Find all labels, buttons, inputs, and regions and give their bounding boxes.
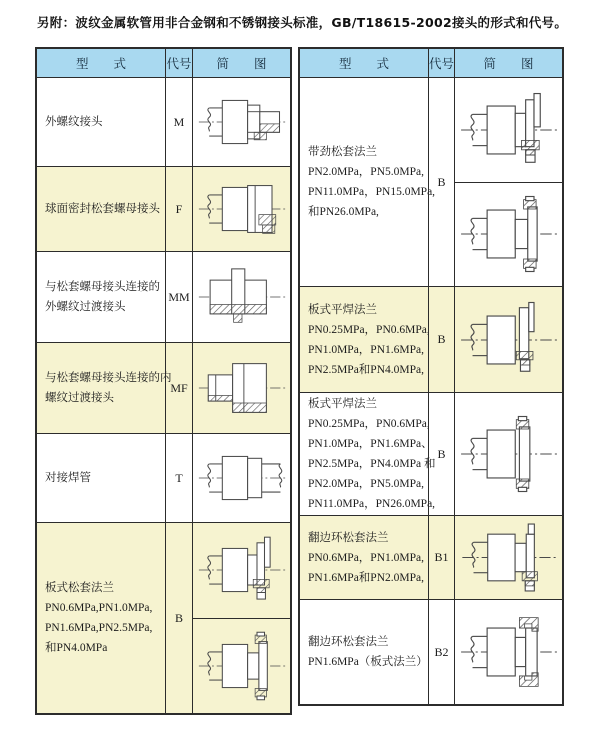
column-header-label: 代号 — [166, 57, 192, 71]
fitting-type-cell — [37, 167, 165, 251]
fitting-type-text: 螺纹过渡接头 — [45, 392, 114, 404]
fitting-type-text: PN11.0MPa，PN15.0MPa, — [308, 186, 436, 198]
table-row — [37, 433, 290, 522]
fitting-code: B2 — [434, 644, 449, 659]
fitting-code: B — [437, 446, 446, 461]
reducer-diagram-icon — [197, 348, 287, 428]
table-row — [37, 77, 290, 166]
butt-weld-diagram-icon — [197, 439, 287, 517]
fitting-code-cell — [165, 167, 192, 251]
fitting-code-cell — [165, 523, 192, 713]
fitting-code: B — [174, 610, 183, 625]
column-header-label: 代号 — [429, 57, 455, 71]
nut-diagram-icon — [197, 172, 287, 246]
table-row — [300, 286, 562, 392]
fitting-type-text: PN1.6MPa,PN2.5MPa, — [45, 622, 153, 634]
column-header-label: 型 式 — [338, 57, 389, 71]
fitting-code: B1 — [434, 550, 449, 564]
fitting-code-cell — [428, 393, 454, 515]
column-header-type — [300, 49, 428, 77]
fitting-sketch-cell — [454, 600, 562, 704]
fitting-type-cell — [37, 434, 165, 522]
fitting-type-text: 外螺纹过渡接头 — [45, 301, 126, 313]
fitting-type-text: PN2.0MPa，PN5.0MPa, — [308, 478, 424, 490]
column-header-sketch — [454, 49, 562, 77]
fitting-type-cell — [300, 287, 428, 392]
fitting-sketch — [455, 287, 562, 392]
fitting-type-text: 翻边环松套法兰 — [308, 636, 389, 648]
fitting-sketch — [193, 252, 290, 342]
fitting-type-text: 和PN4.0MPa — [45, 642, 108, 654]
fitting-sketch-cell — [192, 523, 290, 713]
column-header-label: 简 图 — [483, 57, 534, 71]
flange-loose-b-diagram-icon — [459, 194, 559, 274]
fitting-sketch — [455, 182, 562, 287]
fitting-sketch-cell — [192, 343, 290, 433]
table-row — [300, 392, 562, 515]
fitting-type-cell — [300, 78, 436, 286]
fitting-type-text: PN0.6MPa，PN1.0MPa, — [308, 551, 424, 564]
fitting-sketch-cell — [192, 434, 290, 522]
fitting-sketch — [193, 78, 290, 166]
fitting-sketch — [455, 600, 562, 704]
fitting-sketch — [193, 618, 290, 714]
fitting-type-text: 板式平焊法兰 — [308, 398, 377, 410]
fitting-sketch — [193, 434, 290, 522]
fitting-type-text: 翻边环松套法兰 — [308, 531, 389, 544]
flange-loose-a-diagram-icon — [197, 530, 287, 610]
fitting-sketch-cell — [192, 167, 290, 251]
fitting-type-text: 球面密封松套螺母接头 — [45, 203, 160, 215]
fitting-type-text: 对接焊管 — [45, 472, 91, 484]
fitting-type-text: 板式平焊法兰 — [308, 303, 377, 316]
fitting-sketch — [455, 393, 562, 515]
fitting-type-text: 板式松套法兰 — [45, 582, 114, 594]
fitting-sketch-cell — [192, 252, 290, 342]
column-header-sketch — [192, 49, 290, 77]
table-row — [300, 599, 562, 704]
fitting-code-cell — [165, 252, 192, 342]
fitting-type-text: PN0.25MPa，PN0.6MPa, — [308, 323, 430, 336]
fitting-sketch — [193, 343, 290, 433]
fitting-sketch — [455, 516, 562, 599]
fitting-code: M — [173, 114, 185, 129]
male-thread-diagram-icon — [197, 83, 287, 161]
fitting-type-cell — [300, 600, 428, 704]
table-header-row — [300, 49, 562, 77]
fitting-type-cell — [37, 78, 165, 166]
fitting-type-cell — [37, 523, 165, 713]
fitting-type-text: PN1.0MPa，PN1.6MPa、 — [308, 438, 433, 450]
table-row — [37, 342, 290, 433]
fitting-type-text: PN2.5MPa，PN4.0MPa 和 — [308, 458, 436, 470]
fitting-code: B — [437, 174, 446, 189]
column-header-type — [37, 49, 165, 77]
fittings-table-left — [35, 47, 292, 715]
fitting-sketch — [193, 167, 290, 251]
fitting-code: F — [175, 201, 183, 216]
fitting-type-text: 和PN26.0MPa, — [308, 206, 379, 218]
fitting-type-text: 带劲松套法兰 — [308, 146, 377, 158]
fitting-type-text: PN0.6MPa,PN1.0MPa, — [45, 602, 153, 614]
fitting-type-cell — [37, 343, 172, 433]
fitting-code: MM — [168, 289, 190, 304]
fitting-sketch-cell — [192, 78, 290, 166]
flange-loose-b-diagram-icon — [197, 626, 287, 706]
fitting-code-cell — [428, 600, 454, 704]
fitting-code-cell — [428, 78, 454, 286]
fitting-type-text: PN0.25MPa，PN0.6MPa, — [308, 418, 430, 430]
fitting-code: B — [437, 332, 446, 346]
fitting-type-text: PN2.5MPa和PN4.0MPa, — [308, 363, 424, 376]
fitting-type-text: PN1.6MPa（板式法兰） — [308, 656, 428, 668]
fitting-code-cell — [165, 343, 192, 433]
table-row — [300, 515, 562, 599]
fitting-type-text: 与松套螺母接头连接的 — [45, 281, 160, 293]
column-header-label: 型 式 — [75, 57, 126, 71]
fitting-type-cell — [300, 393, 436, 515]
table-row — [37, 522, 290, 713]
fitting-code-cell — [428, 287, 454, 392]
fitting-code: T — [175, 470, 183, 485]
page-title: 另附：波纹金属软管用非合金钢和不锈钢接头标准，GB/T18615-2002接头的形式和代号。 — [37, 15, 568, 30]
fitting-sketch — [455, 78, 562, 182]
column-header-code — [428, 49, 454, 77]
fitting-code: MF — [170, 380, 188, 395]
fitting-code-cell — [428, 516, 454, 599]
fittings-tables — [35, 47, 564, 715]
fitting-type-text: 与松套螺母接头连接的内 — [45, 372, 172, 384]
fitting-sketch — [193, 523, 290, 618]
fitting-type-text: PN2.0MPa，PN5.0MPa, — [308, 166, 424, 178]
table-row — [37, 251, 290, 342]
nipple-diagram-icon — [197, 257, 287, 337]
flange-weld-b-diagram-icon — [459, 414, 559, 494]
fitting-sketch-cell — [454, 516, 562, 599]
fitting-sketch-cell — [454, 287, 562, 392]
flange-weld-a-diagram-icon — [459, 300, 559, 380]
table-row — [37, 166, 290, 251]
flange-b2-diagram-icon — [459, 612, 559, 692]
fittings-table-right — [298, 47, 564, 706]
table-header-row — [37, 49, 290, 77]
fitting-sketch-cell — [454, 78, 562, 286]
table-row — [300, 77, 562, 286]
fitting-type-text: PN1.0MPa，PN1.6MPa, — [308, 343, 424, 356]
fitting-sketch-cell — [454, 393, 562, 515]
column-header-label: 简 图 — [216, 57, 267, 71]
flange-lap-diagram-icon — [459, 521, 559, 594]
fitting-code-cell — [165, 78, 192, 166]
fitting-code-cell — [165, 434, 192, 522]
fitting-type-cell — [37, 252, 165, 342]
column-header-code — [165, 49, 192, 77]
flange-loose-a-diagram-icon — [459, 90, 559, 170]
fitting-type-text: 外螺纹接头 — [45, 116, 103, 128]
fitting-type-text: PN11.0MPa，PN26.0MPa, — [308, 498, 436, 510]
fitting-type-cell — [300, 516, 428, 599]
fitting-type-text: PN1.6MPa和PN2.0MPa, — [308, 571, 424, 584]
